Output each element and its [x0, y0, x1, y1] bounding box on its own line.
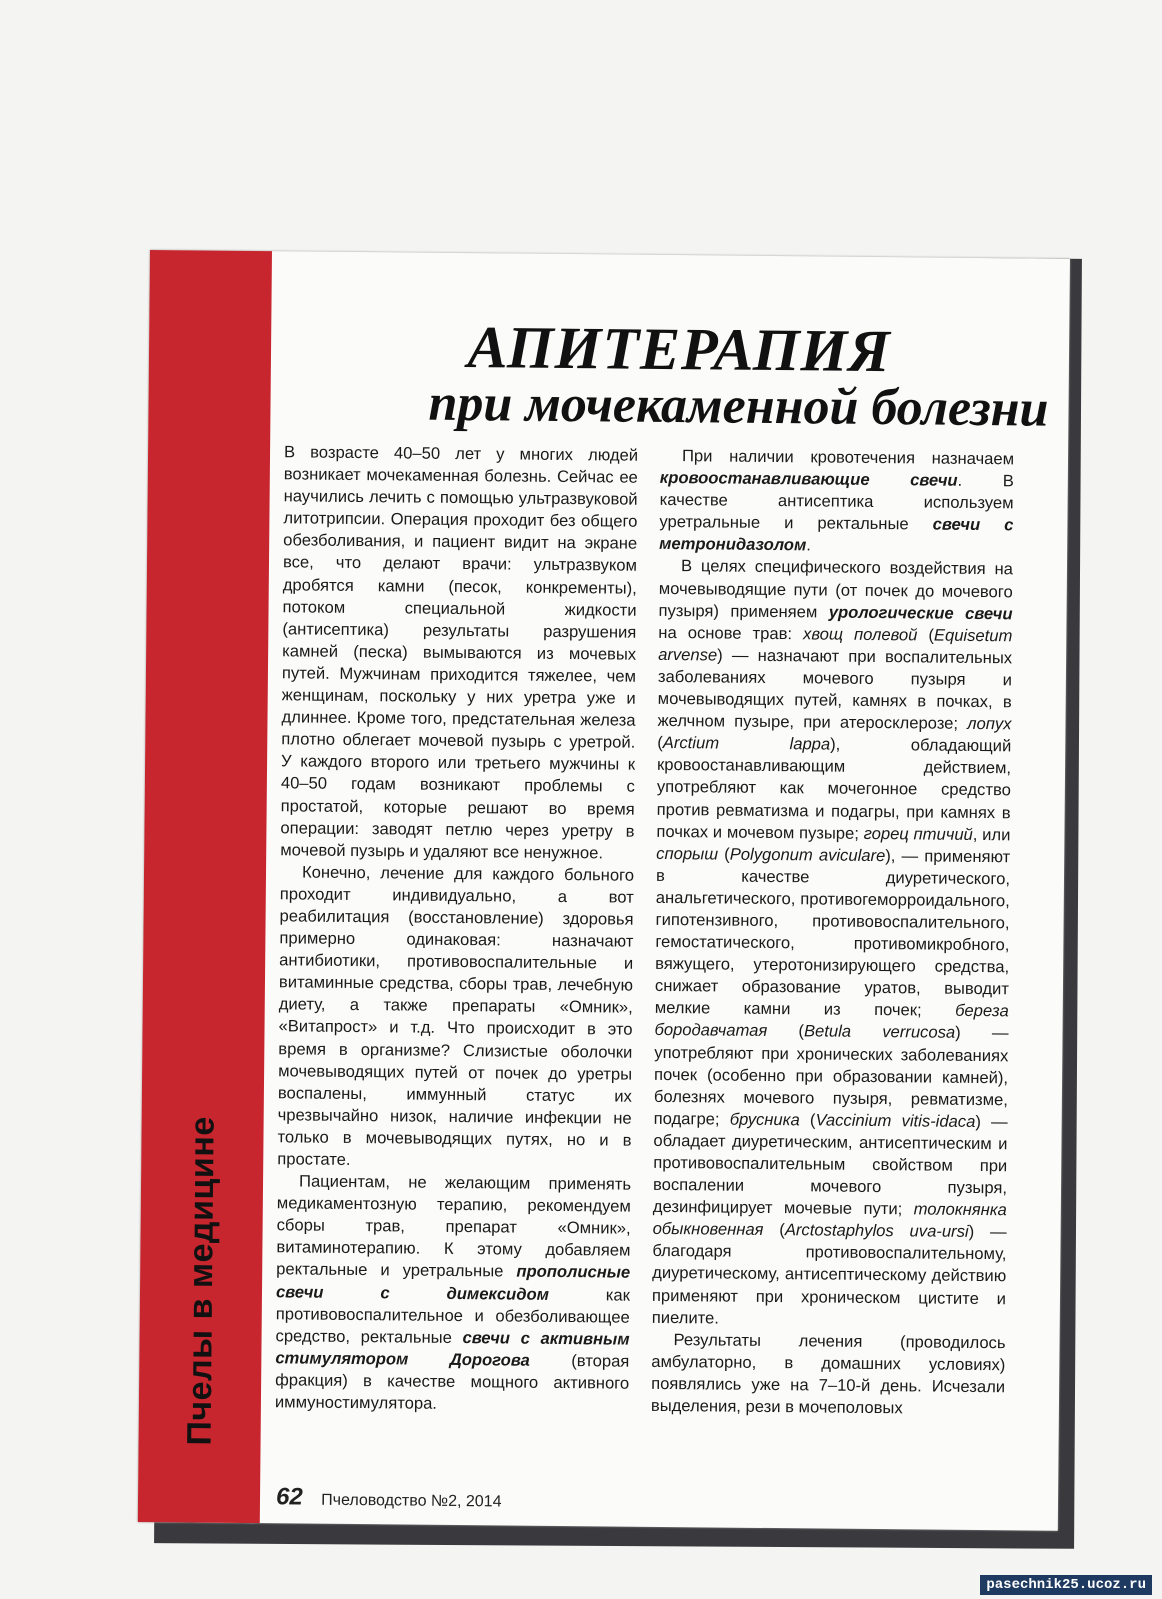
text-run: (	[917, 625, 935, 645]
paragraph	[659, 445, 1014, 559]
emphasis-italic: Betula verrucosa	[803, 1021, 956, 1043]
text-run: ) — благодаря противовоспалительному, диуретическому, антисептическому действию применяют при хроническом цистите и пиелите.	[651, 1222, 1007, 1328]
paragraph	[651, 1329, 1006, 1421]
text-run: ), обладающий кровоостанавливающим действием, употребляют как мочегонное средство против ревматизма и подагры, при камнях в почках и мочевом пузыре;	[656, 734, 1012, 843]
emphasis-italic: Polygonum aviculare	[729, 844, 886, 865]
text-run: как противовоспалительное и обезболивающее средство, ректальные	[275, 1284, 631, 1347]
text-run: В целях специфического воздействия на мочевыводящие пути (от почек до мочевого пузыря) применяем	[658, 556, 1014, 622]
column-left	[275, 441, 638, 1416]
emphasis-italic: лопух	[967, 713, 1012, 734]
emphasis-italic: Vaccinium vitis-idaca	[815, 1110, 976, 1131]
text-run: (	[718, 844, 730, 864]
emphasis-bold: прополисные свечи с димексидом	[275, 1262, 631, 1304]
page-number: 62	[275, 1483, 303, 1511]
section-label: Пчелы в медицине	[180, 1116, 222, 1446]
text-run: Конечно, лечение для каждого больного проходит индивидуально, а вот реабилитация (восстановление) здоровья примерно одинаковая: назначают антибиотики, противовоспалительные и витаминные средства, сборы трав, лечебную диету, а также препараты «Омник», «Витапрост» и т.д. Что происходит в это время в организме? Слизистые оболочки мочевыводящих путей от почек до уретры воспалены, иммунный статус их чрезвычайно низок, наличие инфекции не только в мочевыводящих путях, но и в простате.	[277, 862, 635, 1169]
emphasis-bold: свечи с активным стимулятором Дорогова	[275, 1327, 630, 1370]
magazine-page	[138, 250, 1070, 1531]
text-run: ) — назначают при воспалительных заболеваниях мочевого пузыря и мочевыводящих путей, камнях в почках, в желчном пузыре, при атеросклерозе;	[657, 645, 1013, 733]
text-run: на основе трав:	[658, 622, 804, 644]
text-run: ) — употребляют при хронических заболеваниях почек (особенно при образовании камней), болезнях мочевого пузыря, ревматизме, подагре;	[653, 1023, 1009, 1129]
paragraph	[275, 1170, 631, 1416]
site-watermark: pasechnik25.ucoz.ru	[980, 1575, 1152, 1595]
emphasis-italic: брусника	[729, 1109, 800, 1130]
text-run: В возрасте 40–50 лет у многих людей возникает мочекаменная болезнь. Сейчас ее научились лечить с помощью ультразвуковой литотрипсии. Операция проходит без общего обезболивания, и пациент видит на экране все, что делают врачи: ультразвуком дробятся камни (песок, конкременты), потоком специальной жидкости (антисептика) результаты разрушения камней (песка) вымываются из мочевых путей. Мужчинам приходится тяжелее, чем женщинам, поскольку у них уретра уже и длиннее. Кроме того, предстательная железа плотно облегает мочевой пузырь с уретрой. У каждого второго или третьего мужчины к 40–50 годам возникают проблемы с простатой, которые решают во время операции: заводят петлю через уретру в мочевой пузырь и удаляют все ненужное.	[280, 442, 639, 863]
text-run: (	[657, 733, 663, 753]
paragraph	[652, 555, 1013, 1332]
emphasis-italic: Arctostaphylos uva-ursi	[784, 1220, 969, 1242]
emphasis-italic: береза бородавчатая	[654, 1001, 1009, 1041]
text-run: .	[806, 535, 811, 555]
article-body	[275, 441, 1014, 1420]
journal-issue: Пчеловодство №2, 2014	[321, 1491, 502, 1511]
emphasis-italic: горец птичий	[863, 823, 973, 844]
article-title: АПИТЕРАПИЯ	[467, 314, 891, 385]
column-right	[651, 445, 1014, 1420]
text-run: Пациентам, не желающим применять медикаментозную терапию, рекомендуем сборы трав, препарат «Омник», витаминотерапию. К этому добавляем ректальные и уретральные	[276, 1171, 632, 1282]
emphasis-italic: толокнянка обыкновенная	[652, 1199, 1007, 1240]
text-run: (	[767, 1021, 805, 1041]
page-footer	[276, 1483, 502, 1513]
text-run: Результаты лечения (проводилось амбулаторно, в домашних условиях) появлялись уже на 7–10-й день. Исчезали выделения, рези в мочеполовых	[650, 1329, 1006, 1418]
text-run: ) — обладает диуретическим, антисептическим и противовоспалительным свойством при воспалении мочевого пузыря, дезинфицирует мочевые пути;	[652, 1111, 1008, 1219]
text-run: При наличии кровотечения назначаем	[681, 446, 1015, 469]
emphasis-bold: кровоостанавливающие свечи	[659, 467, 958, 490]
emphasis-italic: спорыш	[656, 843, 719, 864]
article-subtitle: при мочекаменной болезни	[428, 374, 1049, 438]
text-run: (	[799, 1110, 816, 1130]
emphasis-bold: урологические свечи	[828, 602, 1013, 623]
emphasis-bold: свечи с метронидазолом	[659, 514, 1014, 555]
text-run: (	[763, 1220, 785, 1240]
paragraph	[280, 441, 638, 864]
text-run: (вторая фракция) в качестве мощного активного иммуностимулятора.	[274, 1350, 630, 1413]
paragraph	[277, 861, 634, 1174]
text-run: , или	[972, 824, 1011, 844]
text-run: ), — применяют в качестве диуретического, анальгетического, противогеморроидального, гипотензивного, противовоспалительного, гемостатического, противомикробного, вяжущего, утеротонизирующего средства, снижает образование уратов, выводит мелкие камни из почек;	[654, 845, 1011, 1021]
emphasis-italic: Arctium lappa	[662, 733, 831, 754]
emphasis-italic: хвощ полевой	[802, 624, 918, 645]
article	[274, 313, 1049, 1418]
text-run: . В качестве антисептика используем уретральные и ректальные	[659, 470, 1014, 534]
emphasis-italic: Equisetum arvense	[658, 625, 1013, 665]
